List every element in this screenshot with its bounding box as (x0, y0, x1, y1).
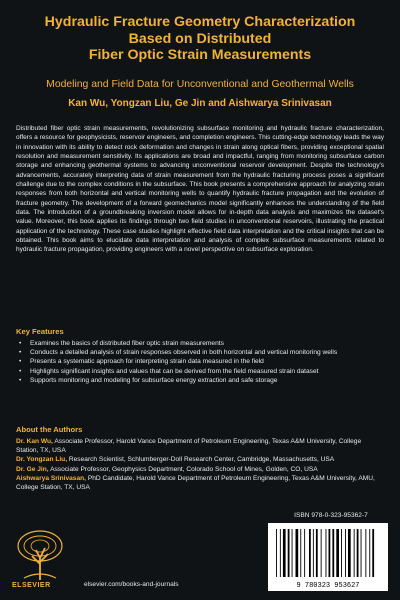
key-feature-item: • Conducts a detailed analysis of strain responses observed in both horizontal and vertical monitoring wells (16, 348, 384, 357)
elsevier-tree-logo (10, 526, 70, 582)
key-feature-item: • Highlights significant insights and values that can be derived from the field measured strain dataset (16, 367, 384, 376)
barcode-bar (365, 529, 366, 577)
key-features-list (16, 339, 384, 385)
barcode-bar (300, 529, 301, 577)
barcode-bar (336, 529, 339, 577)
author-bio-name: Dr. Kan Wu, (16, 438, 53, 445)
book-title (0, 14, 400, 64)
key-feature-item: • Presents a systematic approach for interpreting strain data measured in the field (16, 357, 384, 366)
barcode-bar (369, 529, 370, 577)
barcode-bar (348, 529, 351, 577)
barcode-bar (372, 529, 374, 577)
barcode-bar (341, 529, 342, 577)
author-bio-text: Associate Professor, Geophysics Department, Colorado School of Mines, Golden, CO, USA (48, 465, 318, 473)
author-bio-text: PhD Candidate, Harold Vance Department of Petroleum Engineering, Texas A&M University, AMU, College Station, TX, USA (16, 474, 375, 492)
barcode-bar (321, 529, 322, 577)
barcode-bar (288, 529, 290, 577)
barcode-bar (280, 529, 281, 577)
barcode-bar (354, 529, 355, 577)
publisher-website: elsevier.com/books-and-journals (84, 581, 179, 588)
author-line: Kan Wu, Yongzan Liu, Ge Jin and Aishwarya Srinivasan (68, 98, 332, 109)
barcode-bar (329, 529, 331, 577)
barcode-bar (357, 529, 359, 577)
book-subtitle: Modeling and Field Data for Unconventional and Geothermal Wells (46, 79, 354, 90)
author-bio-text: Associate Professor, Harold Vance Department of Petroleum Engineering, Texas A&M University, College Station, TX, USA (16, 438, 362, 455)
author-bio (16, 465, 384, 474)
isbn-label: ISBN 978-0-323-95362-7 (294, 512, 368, 519)
author-bio-text: Research Scientist, Schlumberger-Doll Research Center, Cambridge, Massachusetts, USA (67, 456, 335, 464)
barcode-bar (361, 529, 362, 577)
barcode-bar (304, 529, 305, 577)
barcode-number: 9 780323 953627 (296, 582, 360, 590)
barcode-bar (326, 529, 327, 577)
barcode-bar (332, 529, 334, 577)
barcode-bar (316, 529, 318, 577)
barcode-bar (276, 529, 277, 577)
author-bio (16, 474, 384, 492)
barcode-bar (345, 529, 346, 577)
author-bio (16, 455, 384, 464)
author-bio (16, 437, 384, 455)
barcode-bar (283, 529, 286, 577)
author-bio-name: Aishwarya Srinivasan, (16, 474, 87, 482)
barcode-bar (296, 529, 299, 577)
key-features-heading: Key Features (16, 327, 64, 336)
title-line: Based on Distributed (128, 30, 272, 47)
about-authors-heading: About the Authors (16, 425, 83, 434)
barcode-bar (309, 529, 311, 577)
isbn-barcode (268, 523, 388, 591)
about-authors-list (16, 437, 384, 492)
title-line: Fiber Optic Strain Measurements (88, 47, 312, 63)
publisher-name: ELSEVIER (12, 582, 51, 589)
author-bio-name: Dr. Yongzan Liu, (16, 456, 68, 464)
barcode-bar (313, 529, 314, 577)
key-feature-item: • Supports monitoring and modeling for subsurface energy extraction and safe storage (16, 376, 384, 385)
abstract-text: Distributed fiber optic strain measurements, revolutionizing subsurface monitoring and hydraulic fracture characterization, offers a resource for geophysicists, reservoir engineers, and completion engineers. This cutting-edge technology leads the way in innovation with its ability to detect rock deformation and changes in strain along optical fibers, providing exceptional spatial resolution and measurement sensitivity. Its applications are broad and impactful, ranging from monitoring subsurface carbon storage and enhancing geothermal systems to advancing unconventional reservoir development. Despite the technology's advancements, accurately interpreting data of strain measurement from the hydraulic fracturing process poses a significant challenge due to the complex conditions in the subsurface. This book presents a comprehensive approach for analyzing strain responses from both horizontal and vertical monitoring wells to quantify hydraulic fracture propagation and the evolution of fracture geometry. The development of a forward geomechanics model significantly enhances the understanding of the field data. The introduction of a groundbreaking inversion model allows for in-depth data analysis and maximizes the dataset's value. Moreover, this book applies its findings through two field studies in unconventional reservoirs, illustrating the practical application of the technology. These case studies highlight effective field data interpretation and the critical insights that can be obtained. This book aims to elucidate data interpretation and analysis of complex subsurface measurements related to hydraulic fracture propagation, providing engineers with a novel perspective on subsurface exploration. (16, 125, 384, 254)
title-line: Hydraulic Fracture Geometry Characterization (44, 14, 356, 30)
barcode-bar (292, 529, 293, 577)
author-bio-name: Dr. Ge Jin, (16, 465, 49, 473)
key-feature-item: • Examines the basics of distributed fiber optic strain measurements (16, 339, 384, 348)
